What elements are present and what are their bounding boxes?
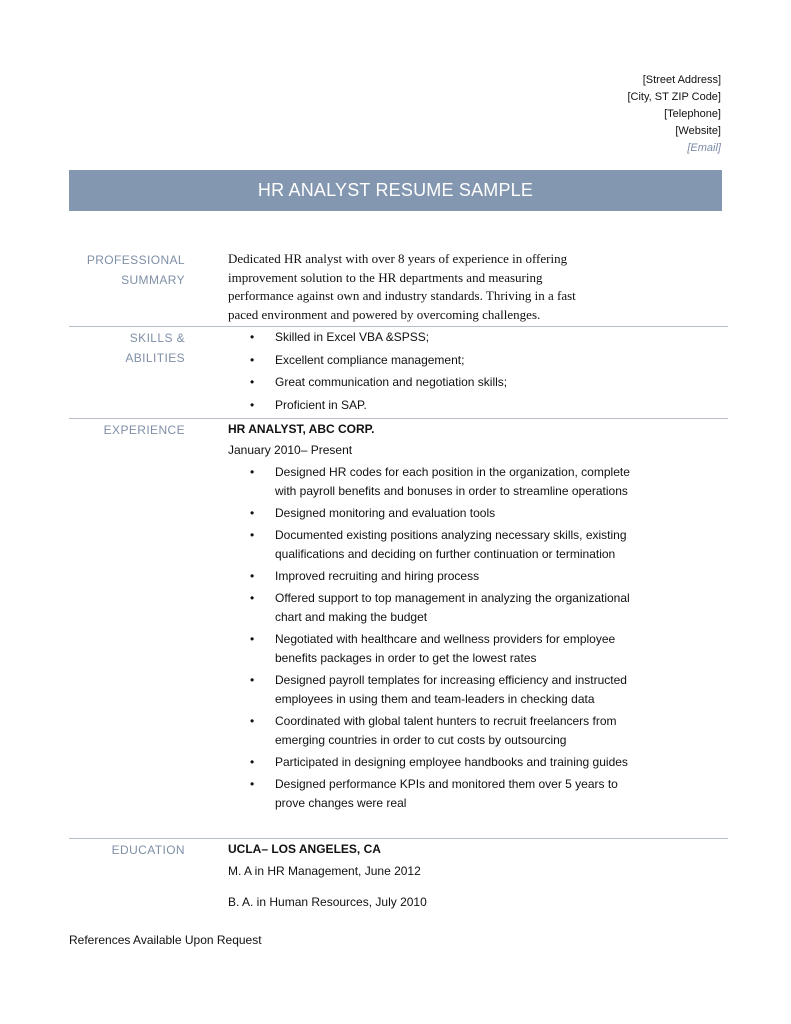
website: [Website]	[675, 125, 721, 137]
school-name: UCLA– LOS ANGELES, CA	[228, 842, 381, 856]
list-item	[228, 504, 648, 523]
skill-text: Skilled in Excel VBA &SPSS;	[275, 330, 430, 344]
experience-text: Coordinated with global talent hunters to recruit freelancers from emerging countries in order to cut costs by outsourcing	[275, 714, 617, 747]
summary-label-line1: PROFESSIONAL	[86, 253, 185, 267]
experience-label: EXPERIENCE	[103, 423, 185, 437]
references-note: References Available Upon Request	[69, 933, 262, 947]
bullet-icon: •	[250, 506, 255, 520]
bullet-icon: •	[250, 375, 255, 389]
job-dates: January 2010– Present	[228, 443, 353, 457]
list-item	[228, 671, 648, 709]
list-item	[228, 753, 648, 772]
bullet-icon: •	[250, 352, 255, 367]
skill-text: Great communication and negotiation skills;	[275, 375, 508, 389]
telephone: [Telephone]	[664, 108, 721, 120]
list-item	[228, 712, 648, 750]
bullet-icon: •	[250, 465, 255, 479]
bullet-icon: •	[250, 714, 255, 728]
contact-block	[627, 72, 721, 157]
skills-list	[228, 328, 688, 415]
experience-text: Offered support to top management in analyzing the organizational chart and making the budget	[275, 591, 630, 624]
city-state-zip: [City, ST ZIP Code]	[627, 91, 721, 103]
education-label: EDUCATION	[111, 843, 185, 857]
list-item	[228, 328, 688, 347]
experience-text: Documented existing positions analyzing necessary skills, existing qualifications and deciding on further continuation or termination	[275, 528, 627, 561]
professional-summary-text: Dedicated HR analyst with over 8 years of experience in offering improvement solution to the HR departments and measuring performance against own and industry standards. Thriving in a fast paced environment and powered by overcoming challenges.	[228, 251, 576, 322]
experience-list	[228, 463, 648, 813]
experience-content	[228, 420, 648, 816]
bullet-icon: •	[250, 397, 255, 412]
list-item	[228, 373, 688, 392]
resume-title-bar	[69, 170, 722, 211]
street-address: [Street Address]	[642, 74, 721, 86]
list-item	[228, 396, 688, 415]
skills-label: SKILLS & ABILITIES	[125, 331, 185, 365]
list-item	[228, 589, 648, 627]
list-item	[228, 630, 648, 668]
bullet-icon: •	[250, 673, 255, 687]
skills-content	[228, 328, 688, 418]
list-item	[228, 463, 648, 501]
bullet-icon: •	[250, 777, 255, 791]
list-item	[228, 351, 688, 370]
degree-masters: M. A in HR Management, June 2012	[228, 864, 421, 878]
skill-text: Excellent compliance management;	[275, 352, 465, 367]
experience-text: Improved recruiting and hiring process	[275, 569, 480, 583]
experience-text: Participated in designing employee handbooks and training guides	[275, 755, 628, 769]
section-divider	[69, 326, 728, 327]
professional-summary-label	[69, 250, 185, 290]
list-item	[228, 526, 648, 564]
bullet-icon: •	[250, 330, 255, 344]
bullet-icon: •	[250, 632, 255, 646]
experience-text: Designed performance KPIs and monitored them over 5 years to prove changes were real	[275, 777, 618, 810]
email: [Email]	[687, 142, 721, 154]
list-item	[228, 567, 648, 586]
experience-text: Negotiated with healthcare and wellness providers for employee benefits packages in order to get the lowest rates	[275, 632, 616, 665]
degree-bachelors: B. A. in Human Resources, July 2010	[228, 895, 427, 909]
job-title: HR ANALYST, ABC CORP.	[228, 422, 375, 436]
experience-text: Designed monitoring and evaluation tools	[275, 506, 496, 520]
section-divider	[69, 418, 728, 419]
bullet-icon: •	[250, 591, 255, 605]
experience-text: Designed payroll templates for increasing efficiency and instructed employees in using them and team-leaders in checking data	[275, 673, 627, 706]
section-divider	[69, 838, 728, 839]
education-content	[228, 840, 648, 912]
list-item	[228, 775, 648, 813]
summary-label-line2: SUMMARY	[121, 273, 185, 287]
bullet-icon: •	[250, 528, 255, 542]
skill-text: Proficient in SAP.	[275, 397, 367, 412]
resume-title: HR ANALYST RESUME SAMPLE	[257, 180, 534, 200]
bullet-icon: •	[250, 569, 255, 583]
bullet-icon: •	[250, 755, 255, 769]
experience-text: Designed HR codes for each position in the organization, complete with payroll benefits and bonuses in order to streamline operations	[275, 465, 630, 498]
